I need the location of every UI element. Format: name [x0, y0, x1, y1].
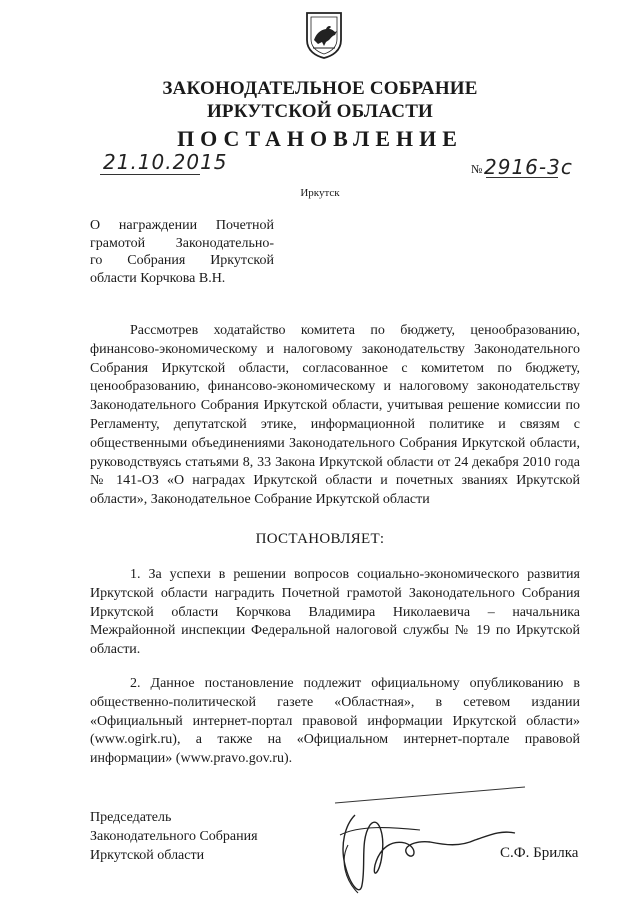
- number-sign: №: [471, 162, 483, 176]
- subject-line: О награждении Почетной: [90, 218, 274, 233]
- signatory-title-line: Председатель: [90, 810, 172, 825]
- date-underline: [100, 174, 200, 175]
- city-name: Иркутск: [300, 187, 340, 199]
- subject-line: грамотой Законодательно-: [90, 235, 274, 251]
- signatory-name: С.Ф. Брилка: [500, 845, 579, 861]
- subject-line: го Собрания Иркутской: [90, 253, 274, 268]
- subject-line: области Корчкова В.Н.: [90, 270, 226, 286]
- resolution-item-2: 2. Данное постановление подлежит официальному опубликованию в общественно-политической газете «Областная», в сетевом издании «Официальный интернет-портал правовой информации Иркутской области» (www.ogirk.ru), а также на «Официальном интернет-портале правовой информации» (www.pravo.gov.ru).: [90, 676, 580, 767]
- preamble-paragraph: Рассмотрев ходатайство комитета по бюджету, ценообразованию, финансово-экономическому и налоговому законодательству Законодательного Собрания Иркутской области, согласованное с комитетом по бюджету, ценообразованию, финансово-экономическому и налоговому законодательству Законодательного Собрания Иркутской области, учитывая решение комиссии по Регламенту, депутатской этике, информационной политике и связям с общественными объединениями Законодательного Собрания Иркутской области, руководствуясь статьями 8, 33 Закона Иркутской области от 24 декабря 2010 года № 141-ОЗ «О наградах Иркутской области и почетных званиях Иркутской области», Законодательное Собрание Иркутской области: [90, 323, 580, 508]
- coat-of-arms-icon: [304, 10, 344, 60]
- resolves-heading: ПОСТАНОВЛЯЕТ:: [255, 531, 385, 547]
- signatory-title-line: Иркутской области: [90, 848, 205, 863]
- document-subject: [90, 217, 274, 287]
- resolution-item-1: 1. За успехи в решении вопросов социально-экономического развития Иркутской области наградить Почетной грамотой Законодательного Собрания Иркутской области Корчкова Владимира Николаевича – начальника Межрайонной инспекции Федеральной налоговой службы № 19 по Иркутской области.: [90, 567, 580, 658]
- signatory-title-line: Законодательного Собрания: [90, 829, 258, 844]
- signatory-title: [90, 808, 258, 865]
- document-type: ПОСТАНОВЛЕНИЕ: [177, 126, 463, 151]
- org-name-line2: ИРКУТСКОЙ ОБЛАСТИ: [206, 101, 434, 122]
- number-underline: [486, 177, 558, 178]
- org-name-line1: ЗАКОНОДАТЕЛЬНОЕ СОБРАНИЕ: [162, 78, 478, 99]
- document-number: 2916-3с: [484, 155, 573, 179]
- document-date: 21.10.2015: [103, 150, 228, 174]
